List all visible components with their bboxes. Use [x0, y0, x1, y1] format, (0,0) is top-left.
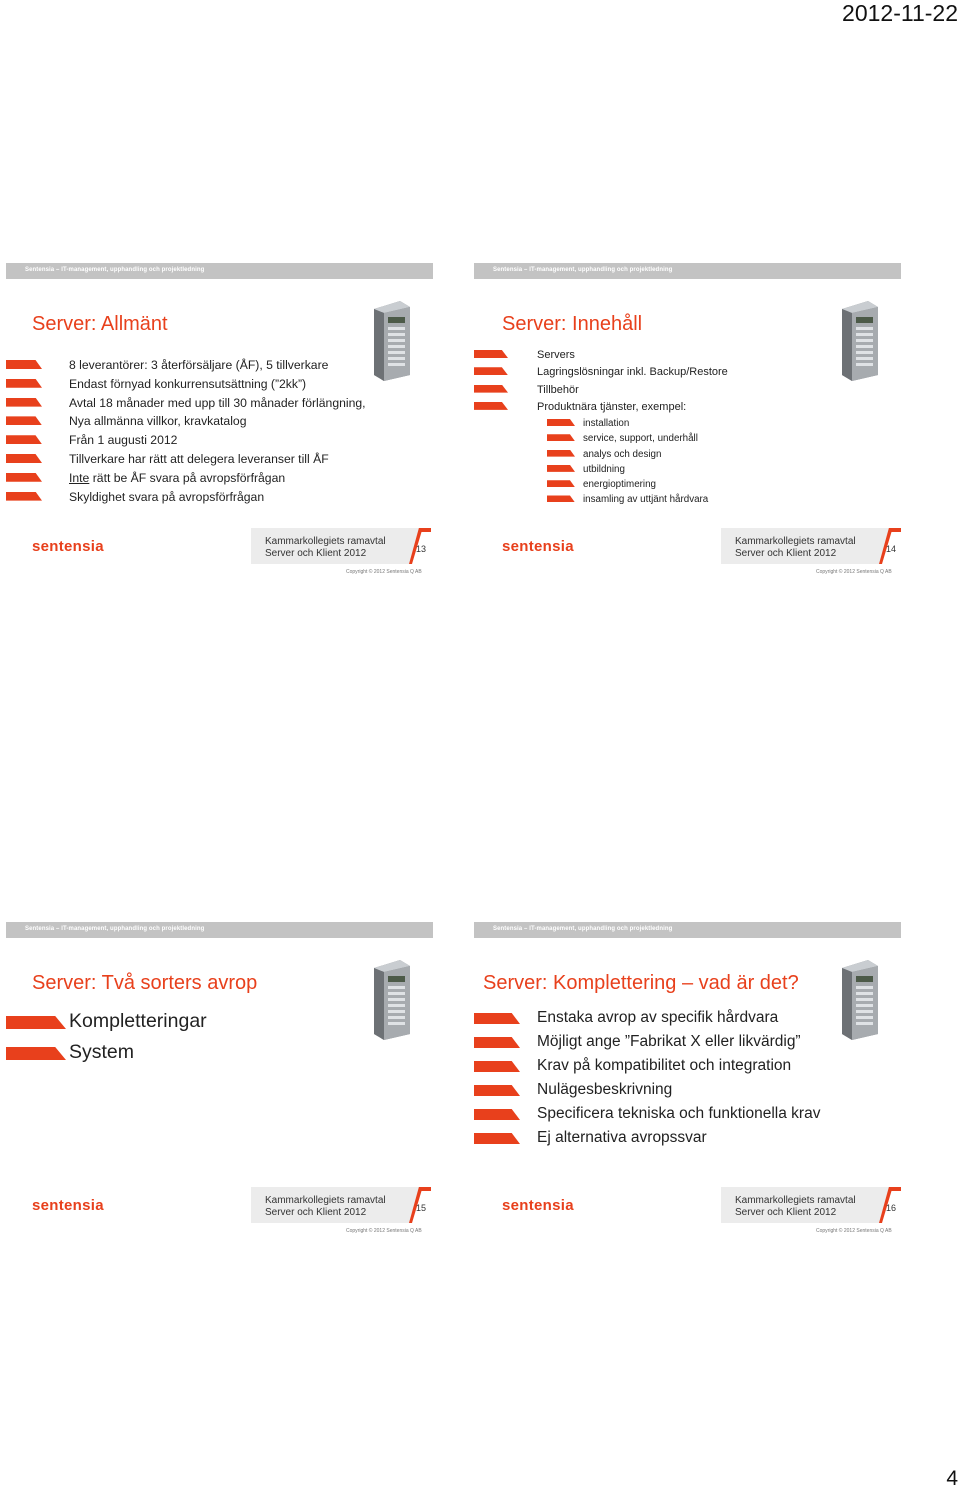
bullet-text: analys och design: [583, 448, 662, 460]
bullet-flag-icon: [6, 435, 42, 444]
bullet-flag-icon: [6, 1047, 66, 1060]
bullet-text: System: [69, 1041, 135, 1063]
slide-title: Server: Allmänt: [32, 313, 168, 335]
bullet-text: Från 1 augusti 2012: [69, 433, 178, 448]
bullet-flag-icon: [6, 360, 42, 369]
bullet-flag-icon: [547, 450, 575, 457]
bullet-text: insamling av uttjänt hårdvara: [583, 494, 709, 506]
bullet-text: Servers: [537, 349, 575, 361]
bullet-flag-icon: [474, 1061, 520, 1072]
footer-box: [721, 528, 901, 564]
bullet-text: Endast förnyad konkurrensutsättning (”2kk”): [69, 376, 307, 391]
bullet-flag-icon: [474, 1013, 520, 1024]
slide-header-bar: [474, 263, 901, 279]
bullet-flag-icon: [474, 350, 508, 358]
slide-title: Server: Innehåll: [502, 313, 643, 335]
bullet-flag-icon: [6, 1016, 66, 1029]
slide-14: [474, 263, 909, 583]
bullet-text: Nulägesbeskrivning: [537, 1081, 673, 1098]
slide-header-bar: [6, 922, 433, 938]
slide-number: 16: [885, 1203, 896, 1213]
sentensia-logo: [502, 1198, 578, 1214]
bullet-flag-icon: [474, 402, 508, 410]
slide-header-text: Sentensia – IT-management, upphandling och projektledning: [25, 267, 205, 273]
bullet-text: Möjligt ange ”Fabrikat X eller likvärdig”: [537, 1033, 801, 1050]
bullet-text: Lagringslösningar inkl. Backup/Restore: [537, 366, 728, 379]
slide-13: [6, 263, 441, 583]
footer-line2: Server och Klient 2012: [265, 548, 367, 559]
bullet-text: Kompletteringar: [69, 1010, 207, 1032]
slide-16: [474, 922, 909, 1242]
footer-line1: Kammarkollegiets ramavtal: [735, 536, 856, 547]
server-tower-icon: [838, 958, 882, 1040]
footer-box: [251, 528, 431, 564]
bullet-flag-icon: [547, 419, 575, 426]
bullet-flag-icon: [474, 1109, 520, 1120]
bullet-flag-icon: [6, 416, 42, 425]
bullet-flag-icon: [547, 495, 575, 502]
svg-text:sentensia: sentensia: [502, 539, 574, 555]
footer-line2: Server och Klient 2012: [735, 548, 837, 559]
bullet-flag-icon: [474, 367, 508, 375]
footer-line2: Server och Klient 2012: [735, 1207, 837, 1218]
bullet-flag-icon: [6, 473, 42, 482]
bullet-text: Avtal 18 månader med upp till 30 månader förlängning,: [69, 395, 366, 410]
server-tower-icon: [370, 958, 414, 1040]
bullet-text: Specificera tekniska och funktionella krav: [537, 1105, 821, 1122]
bullet-text: Tillbehör: [537, 383, 579, 396]
page-number: 4: [946, 1467, 958, 1490]
svg-text:sentensia: sentensia: [32, 539, 104, 555]
slide-number: 13: [415, 544, 426, 554]
slide-number: 15: [415, 1203, 426, 1213]
bullet-text: utbildning: [583, 463, 625, 475]
slide-header-text: Sentensia – IT-management, upphandling och projektledning: [493, 267, 673, 273]
bullet-flag-icon: [547, 465, 575, 472]
bullet-text: energioptimering: [583, 479, 656, 491]
sentensia-logo: [502, 539, 578, 555]
footer-line1: Kammarkollegiets ramavtal: [735, 1195, 856, 1206]
bullet-flag-icon: [547, 480, 575, 487]
slide-header-bar: [6, 263, 433, 279]
bullet-flag-icon: [6, 379, 42, 388]
sentensia-logo: [32, 1198, 108, 1214]
bullet-flag-icon: [6, 492, 42, 501]
bullet-text: Skyldighet svara på avropsförfrågan: [69, 489, 265, 504]
svg-text:sentensia: sentensia: [32, 1198, 104, 1214]
bullet-text: rätt be ÅF svara på avropsförfrågan: [92, 470, 286, 485]
copyright-text: Copyright © 2012 Sentensia Q AB: [346, 1228, 422, 1234]
copyright-text: Copyright © 2012 Sentensia Q AB: [346, 569, 422, 575]
bullet-flag-icon: [474, 1085, 520, 1096]
server-tower-icon: [370, 299, 414, 381]
bullet-flag-icon: [474, 385, 508, 393]
slide-header-text: Sentensia – IT-management, upphandling och projektledning: [493, 926, 673, 932]
footer-line1: Kammarkollegiets ramavtal: [265, 1195, 386, 1206]
svg-text:sentensia: sentensia: [502, 1198, 574, 1214]
footer-line1: Kammarkollegiets ramavtal: [265, 536, 386, 547]
bullet-text: Produktnära tjänster, exempel:: [537, 400, 687, 413]
bullet-text: Nya allmänna villkor, kravkatalog: [69, 414, 247, 429]
bullet-text: Krav på kompatibilitet och integration: [537, 1057, 792, 1074]
footer-box: [721, 1187, 901, 1223]
bullet-text: installation: [583, 418, 630, 429]
slide-header-text: Sentensia – IT-management, upphandling och projektledning: [25, 926, 205, 932]
bullet-text: Tillverkare har rätt att delegera leveranser till ÅF: [69, 451, 329, 466]
page-date: 2012-11-22: [842, 0, 958, 26]
bullet-text: Enstaka avrop av specifik hårdvara: [537, 1009, 779, 1026]
bullet-text: Ej alternativa avropssvar: [537, 1129, 707, 1146]
slide-number: 14: [885, 544, 896, 554]
slide-title: Server: Två sorters avrop: [32, 972, 258, 994]
bullet-flag-icon: [6, 398, 42, 407]
bullet-flag-icon: [6, 454, 42, 463]
copyright-text: Copyright © 2012 Sentensia Q AB: [816, 569, 892, 575]
footer-line2: Server och Klient 2012: [265, 1207, 367, 1218]
bullet-text: 8 leverantörer: 3 återförsäljare (ÅF), 5 tillverkare: [69, 358, 329, 372]
footer-box: [251, 1187, 431, 1223]
bullet-flag-icon: [474, 1133, 520, 1144]
copyright-text: Copyright © 2012 Sentensia Q AB: [816, 1228, 892, 1234]
bullet-flag-icon: [547, 434, 575, 441]
underlined-word: Inte: [69, 470, 90, 485]
sentensia-logo: [32, 539, 108, 555]
slide-title: Server: Komplettering – vad är det?: [483, 972, 799, 994]
slide-15: [6, 922, 441, 1242]
server-tower-icon: [838, 299, 882, 381]
bullet-flag-icon: [474, 1037, 520, 1048]
slide-header-bar: [474, 922, 901, 938]
bullet-text: service, support, underhåll: [583, 433, 698, 445]
